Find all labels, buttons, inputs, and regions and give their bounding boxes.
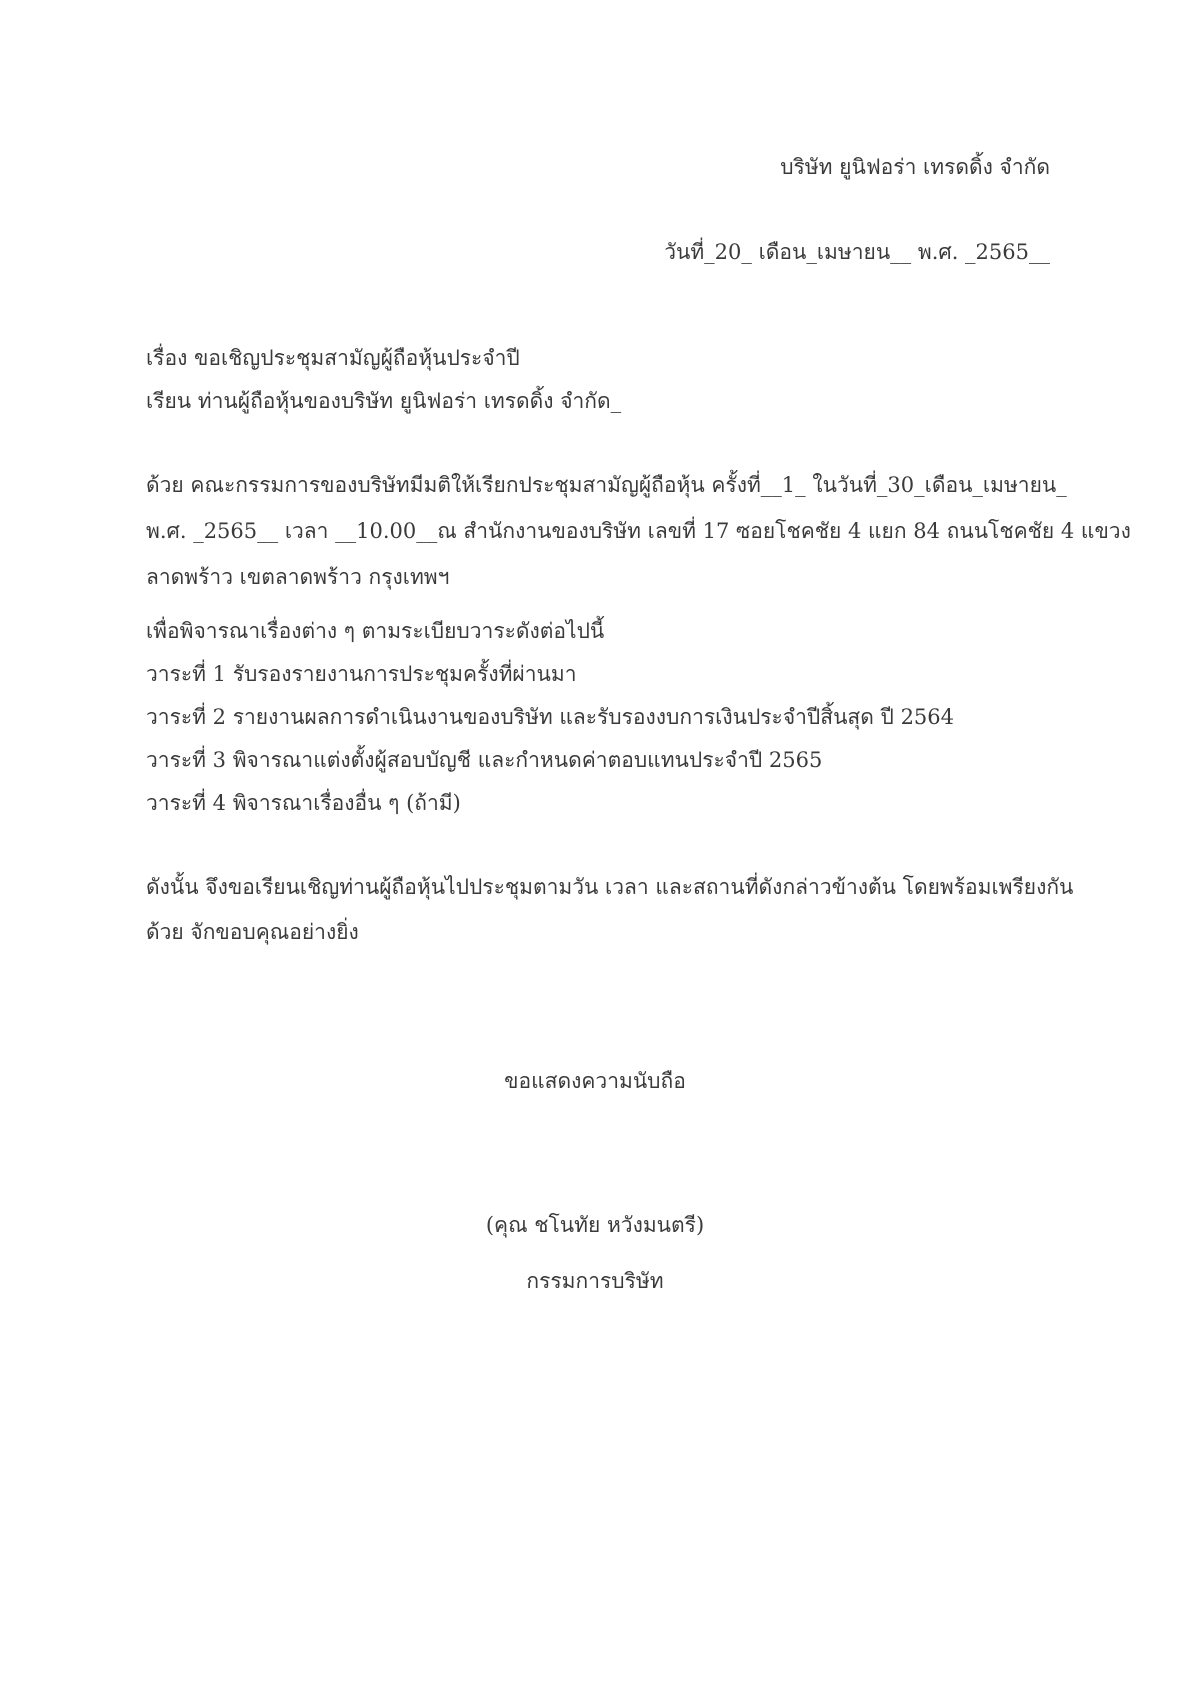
recipient-line: เรียน ท่านผู้ถือหุ้นของบริษัท ยูนิฟอร่า เทรดดิ้ง จำกัด_ [146, 389, 622, 413]
body-line: ลาดพร้าว เขตลาดพร้าว กรุงเทพฯ [146, 565, 450, 589]
agenda-item: วาระที่ 2 รายงานผลการดำเนินงานของบริษัท และรับรองงบการเงินประจำปีสิ้นสุด ปี 2564 [146, 705, 955, 729]
signatory-name: (คุณ ชโนทัย หวังมนตรี) [485, 1213, 705, 1237]
body-line: ด้วย คณะกรรมการของบริษัทมีมติให้เรียกประชุมสามัญผู้ถือหุ้น ครั้งที่__1_ ในวันที่_30_เดือน_เมษายน_ [146, 473, 1067, 497]
subject-line: เรื่อง ขอเชิญประชุมสามัญผู้ถือหุ้นประจำปี [146, 346, 520, 370]
agenda-item: วาระที่ 4 พิจารณาเรื่องอื่น ๆ (ถ้ามี) [146, 791, 461, 815]
agenda-item: วาระที่ 1 รับรองรายงานการประชุมครั้งที่ผ่านมา [146, 662, 577, 686]
date-line: วันที่_20_ เดือน_เมษายน__ พ.ศ. _2565__ [664, 240, 1050, 264]
salutation: ขอแสดงความนับถือ [504, 1069, 686, 1093]
closing-line: ด้วย จักขอบคุณอย่างยิ่ง [146, 920, 359, 944]
body-line: พ.ศ. _2565__ เวลา __10.00__ณ สำนักงานของบริษัท เลขที่ 17 ซอยโชคชัย 4 แยก 84 ถนนโชคชัย 4 แขวง [146, 519, 1131, 543]
company-header: บริษัท ยูนิฟอร่า เทรดดิ้ง จำกัด [780, 155, 1050, 179]
closing-line: ดังนั้น จึงขอเรียนเชิญท่านผู้ถือหุ้นไปประชุมตามวัน เวลา และสถานที่ดังกล่าวข้างต้น โดยพร้อมเพรียงกัน [146, 875, 1074, 899]
agenda-intro: เพื่อพิจารณาเรื่องต่าง ๆ ตามระเบียบวาระดังต่อไปนี้ [146, 619, 605, 643]
agenda-item: วาระที่ 3 พิจารณาแต่งตั้งผู้สอบบัญชี และกำหนดค่าตอบแทนประจำปี 2565 [146, 748, 823, 772]
signatory-title: กรรมการบริษัท [526, 1269, 664, 1293]
